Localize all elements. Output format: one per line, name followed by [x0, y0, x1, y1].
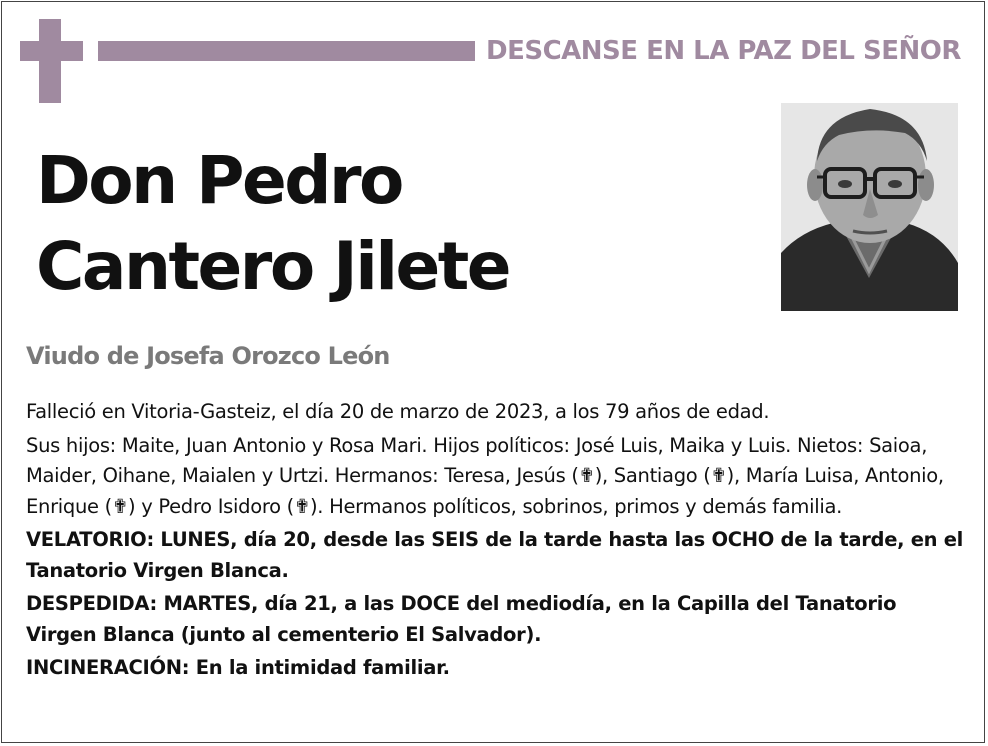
obituary-card: [1, 1, 985, 743]
obituary-body: [26, 397, 970, 687]
farewell-info: DESPEDIDA: MARTES, día 21, a las DOCE del mediodía, en la Capilla del Tanatorio Virgen Blanca (junto al cementerio El Salvador).: [26, 592, 897, 646]
header-title: DESCANSE EN LA PAZ DEL SEÑOR: [486, 36, 961, 66]
death-notice: Falleció en Vitoria-Gasteiz, el día 20 de marzo de 2023, a los 79 años de edad.: [26, 400, 770, 423]
family-list: Sus hijos: Maite, Juan Antonio y Rosa Mari. Hijos políticos: José Luis, Maika y Luis. Nietos: Saioa, Maider, Oihane, Maialen y Urtzi. Hermanos: Teresa, Jesús (✟), Santiago (✟), María Luisa, Antonio, Enrique (✟) y Pedro Isidoro (✟). Hermanos políticos, sobrinos, primos y demás familia.: [26, 433, 944, 518]
wake-info: VELATORIO: LUNES, día 20, desde las SEIS de la tarde hasta las OCHO de la tarde, en el Tanatorio Virgen Blanca.: [26, 528, 964, 582]
header-divider-bar: [98, 41, 475, 61]
deceased-name-line-1: Don Pedro: [36, 142, 402, 219]
widow-subtitle: Viudo de Josefa Orozco León: [26, 342, 390, 370]
portrait-photo: [781, 103, 958, 311]
cremation-info: INCINERACIÓN: En la intimidad familiar.: [26, 656, 450, 679]
cross-icon: [20, 19, 84, 103]
deceased-name-line-2: Cantero Jilete: [36, 228, 510, 305]
deceased-name: [36, 138, 736, 310]
